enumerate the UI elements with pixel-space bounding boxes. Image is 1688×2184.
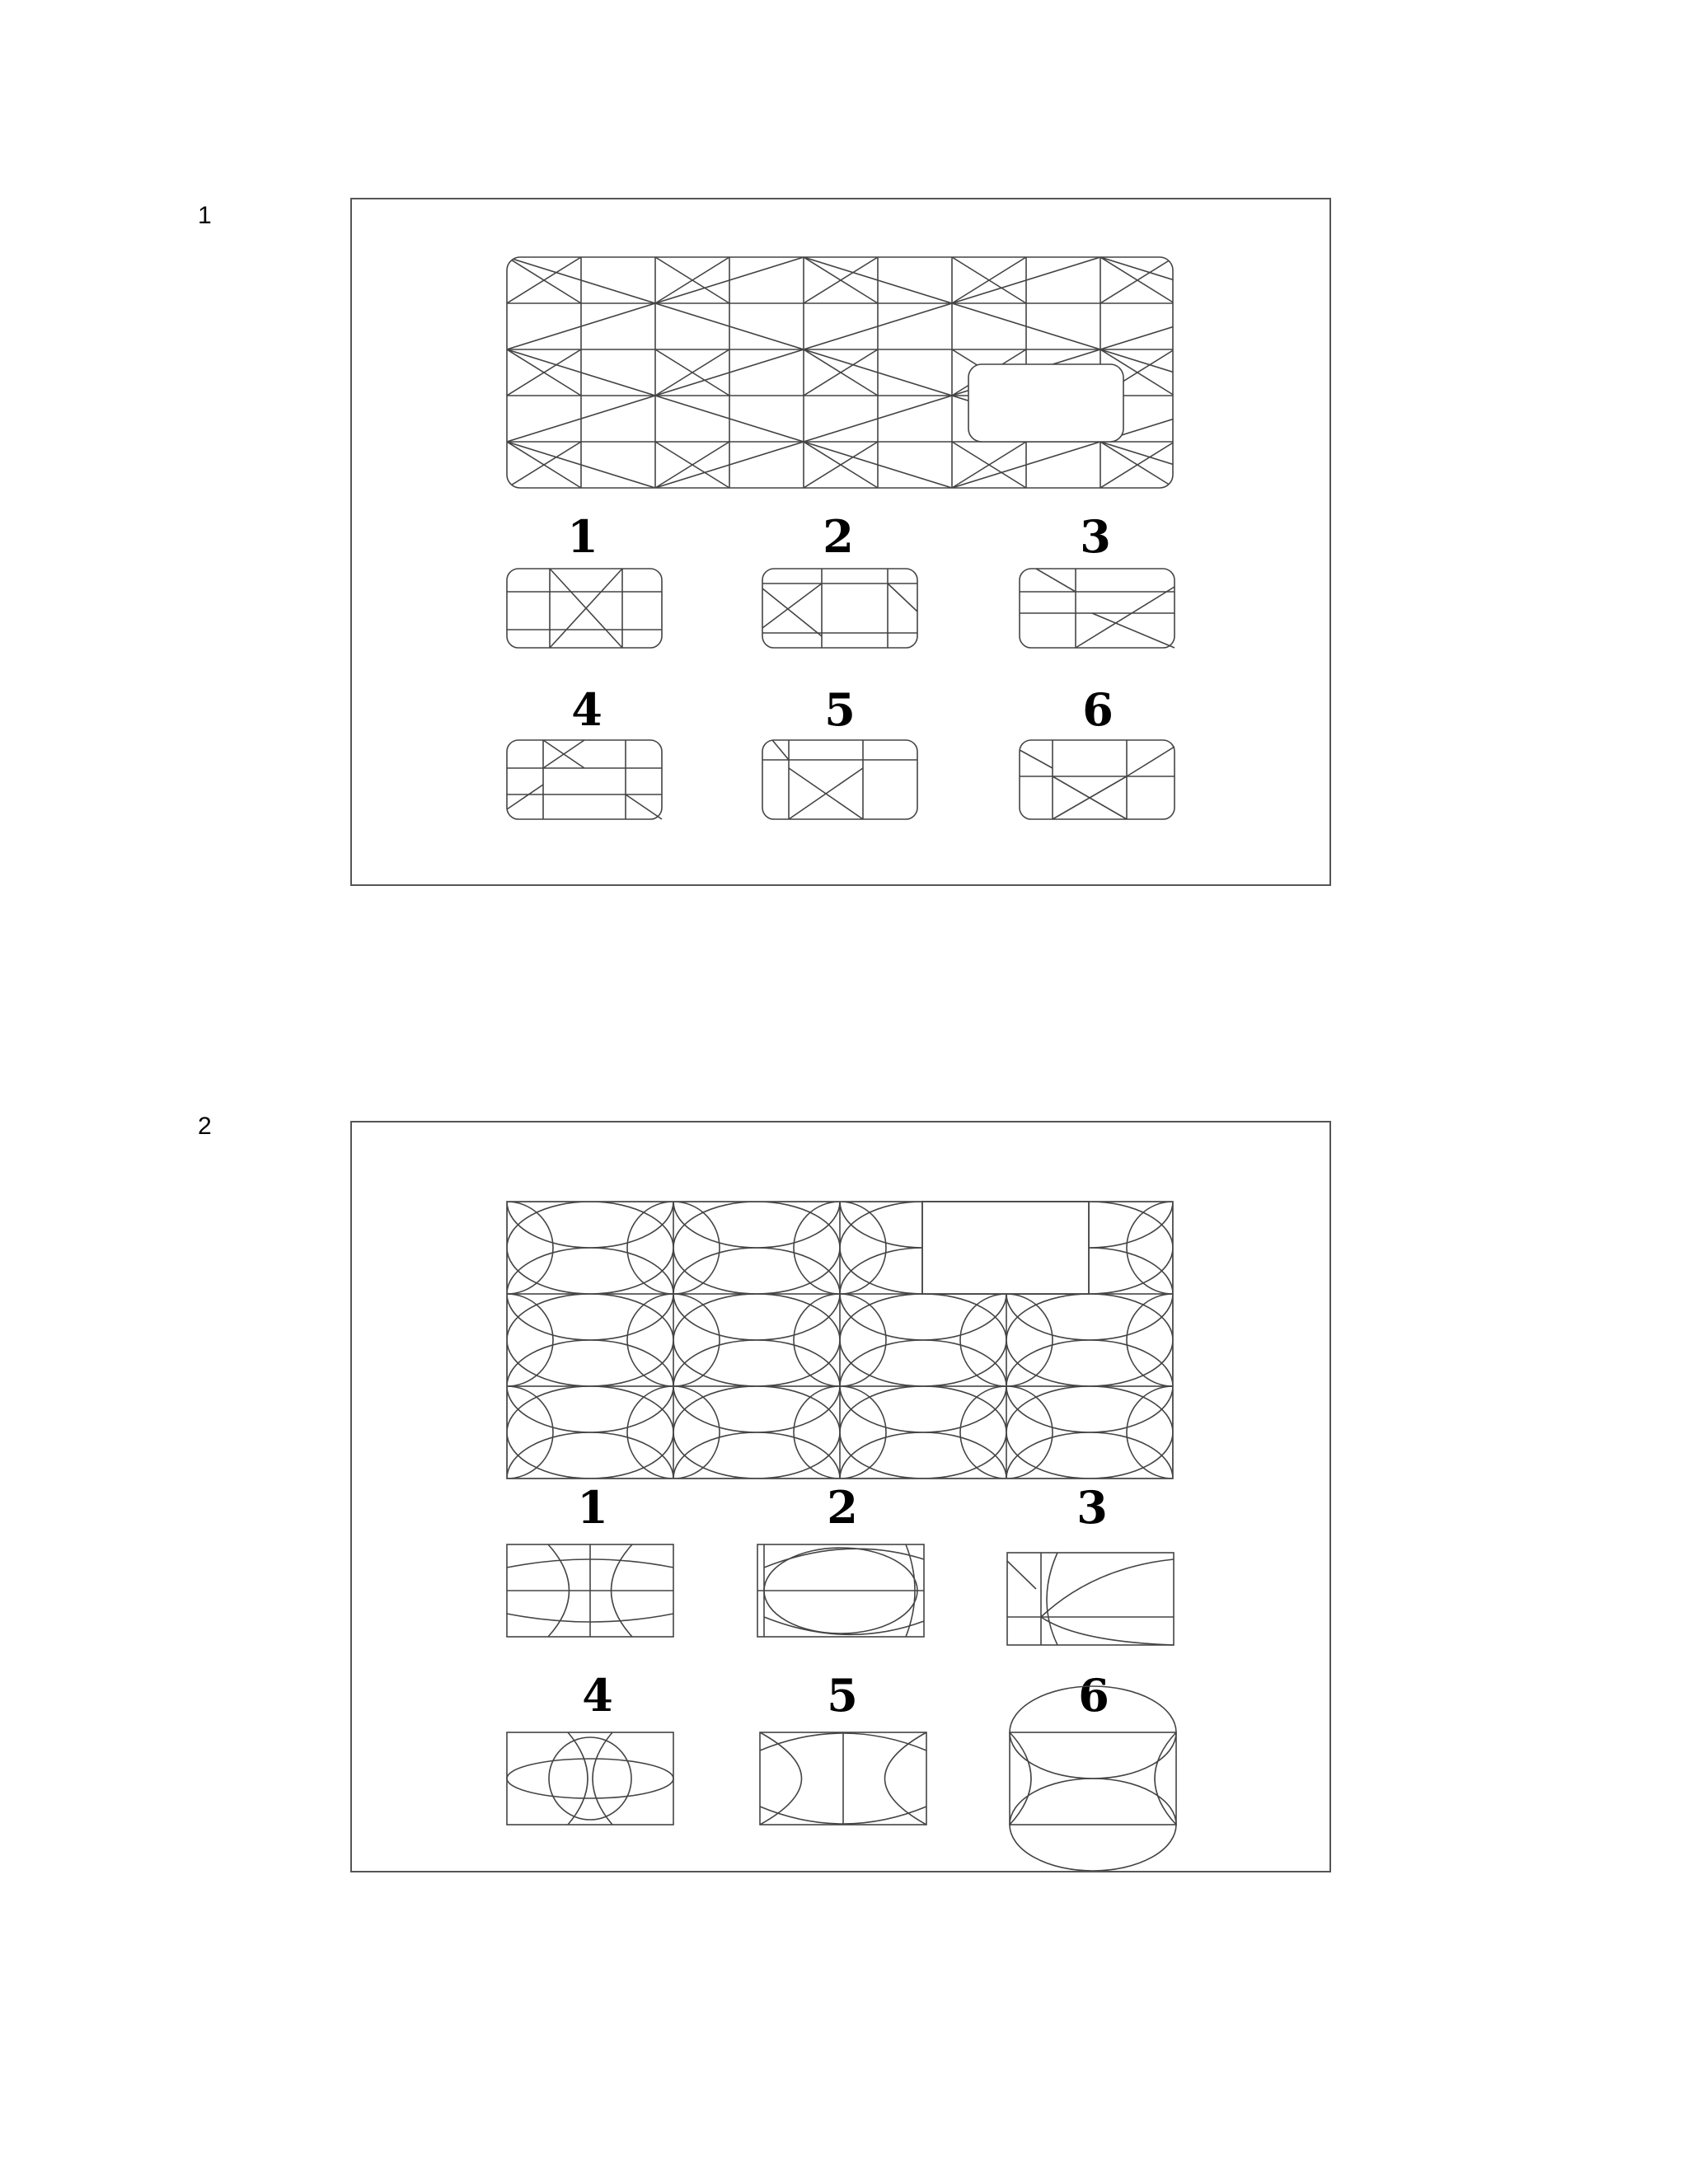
missing-piece-slot-1 bbox=[968, 364, 1123, 442]
option-2-6[interactable] bbox=[1010, 1669, 1176, 1871]
option-1-5[interactable] bbox=[762, 683, 917, 819]
option-label: 3 bbox=[1076, 1481, 1108, 1534]
option-2-2[interactable] bbox=[757, 1481, 924, 1637]
option-1-3[interactable] bbox=[1020, 510, 1175, 648]
option-label: 2 bbox=[823, 510, 854, 563]
option-1-1[interactable] bbox=[507, 510, 662, 648]
option-2-3[interactable] bbox=[1007, 1481, 1174, 1645]
option-1-6[interactable] bbox=[1020, 683, 1175, 819]
puzzle-frame-1 bbox=[350, 198, 1331, 886]
option-label: 4 bbox=[582, 1669, 613, 1722]
question-number-1: 1 bbox=[198, 202, 212, 229]
option-1-4[interactable] bbox=[507, 683, 662, 819]
missing-piece-slot-2 bbox=[922, 1202, 1089, 1294]
option-label: 5 bbox=[827, 1669, 858, 1722]
option-2-1[interactable] bbox=[507, 1481, 673, 1637]
option-1-2[interactable] bbox=[762, 510, 917, 648]
option-label: 6 bbox=[1082, 683, 1114, 736]
option-label: 1 bbox=[567, 510, 598, 563]
question-number-2: 2 bbox=[198, 1113, 212, 1140]
option-label: 3 bbox=[1080, 510, 1111, 563]
option-2-5[interactable] bbox=[760, 1669, 926, 1825]
option-label: 2 bbox=[827, 1481, 858, 1534]
option-label: 1 bbox=[577, 1481, 608, 1534]
option-2-4[interactable] bbox=[507, 1669, 673, 1825]
option-label: 5 bbox=[824, 683, 856, 736]
option-label: 6 bbox=[1078, 1669, 1109, 1722]
option-label: 4 bbox=[571, 683, 603, 736]
puzzle-frame-2 bbox=[350, 1121, 1331, 1872]
main-pattern-2 bbox=[507, 1202, 1173, 1479]
